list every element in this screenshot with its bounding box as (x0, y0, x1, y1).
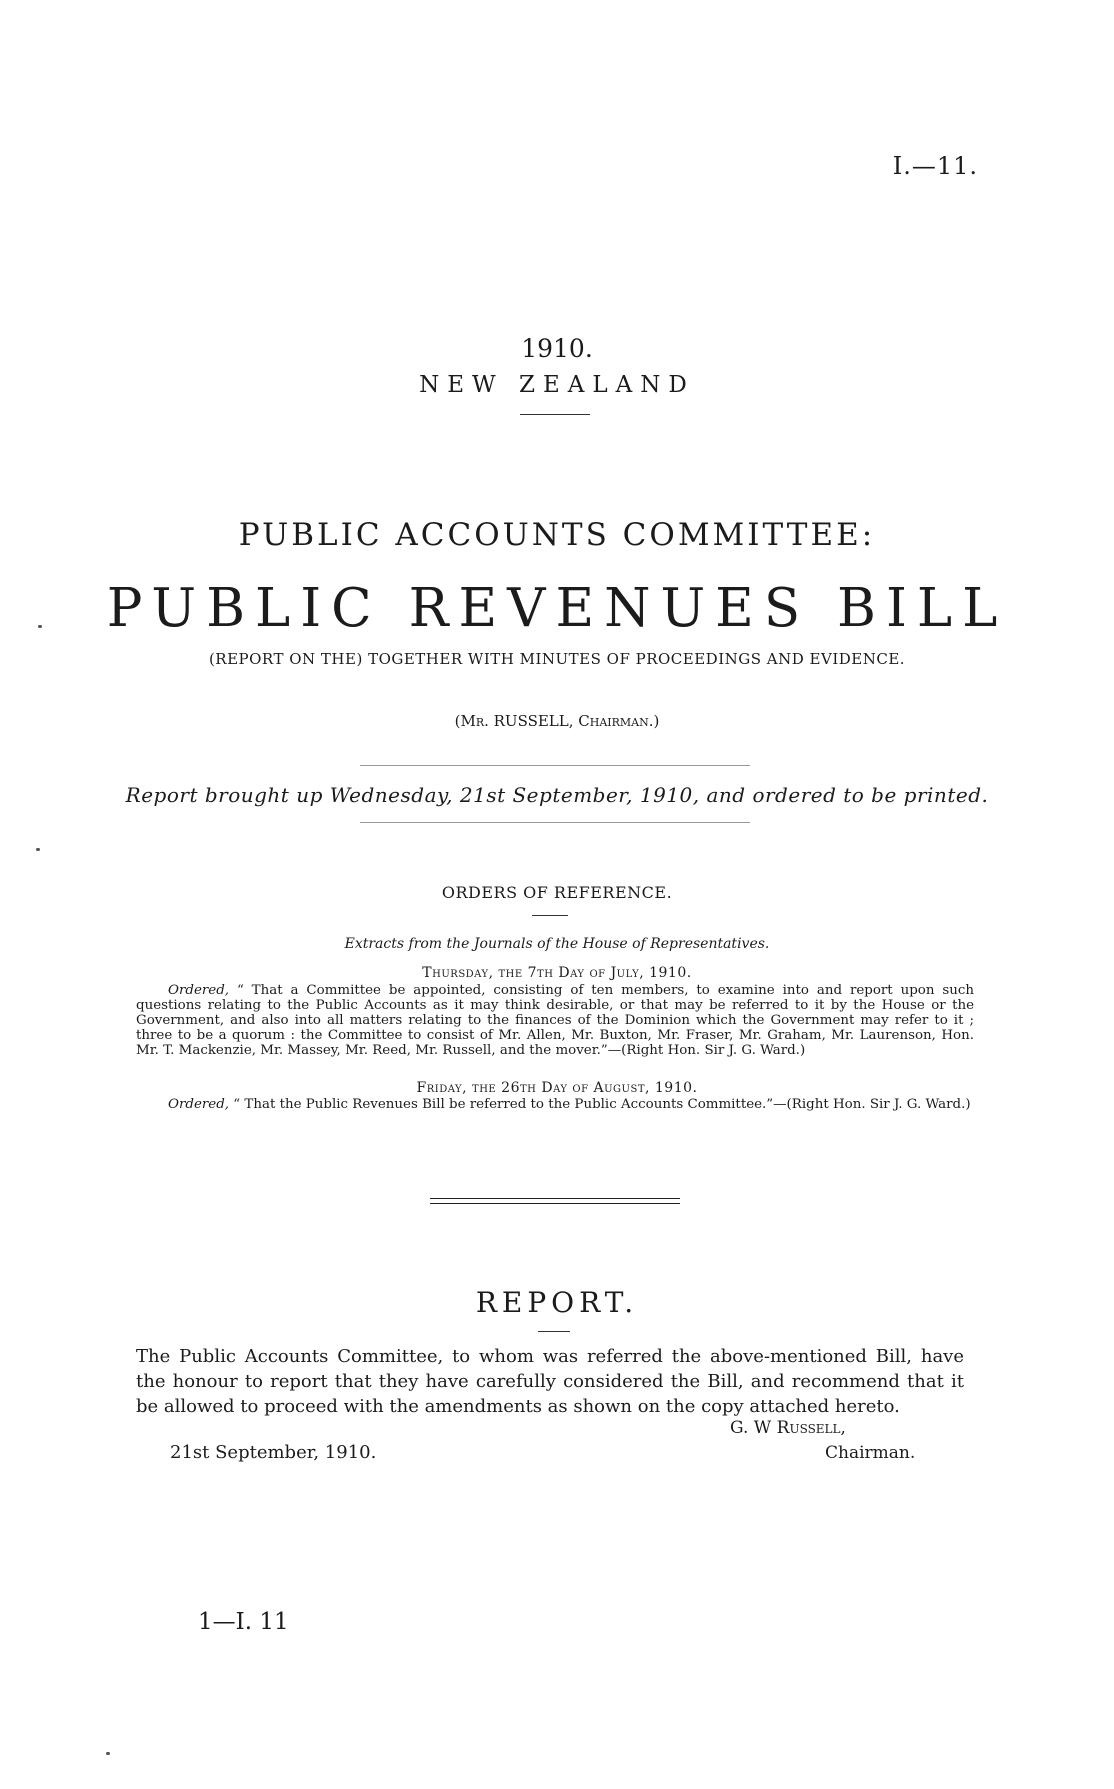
country-heading: NEW ZEALAND (419, 372, 695, 398)
signatory-title: Chairman. (825, 1443, 916, 1463)
chairman-line: (Mr. RUSSELL, Chairman.) (454, 712, 660, 730)
divider (532, 915, 568, 916)
order-paragraph (136, 1097, 974, 1112)
page-reference: I.—11. (892, 152, 978, 180)
scan-speck (38, 625, 42, 628)
order-paragraph (136, 983, 974, 1058)
bill-title: PUBLIC REVENUES BILL (106, 578, 1008, 639)
divider (520, 414, 590, 415)
year: 1910. (521, 334, 593, 363)
divider (538, 1331, 570, 1332)
signatory-name: G. W Russell, (730, 1418, 846, 1438)
order-lead: Ordered, (168, 983, 230, 998)
order-lead: Ordered, (168, 1097, 230, 1112)
extracts-line: Extracts from the Journals of the House of Representatives. (344, 936, 770, 952)
scan-speck (36, 848, 40, 851)
footer-reference: 1—I. 11 (198, 1609, 289, 1635)
committee-heading: PUBLIC ACCOUNTS COMMITTEE: (238, 517, 876, 553)
double-rule-top (430, 1198, 680, 1199)
report-body: The Public Accounts Committee, to whom was referred the above-mentioned Bill, have the honour to report that they have carefully considered the Bill, and recommend that it be allowed to proceed with the amendments as shown on the copy attached hereto. (136, 1346, 964, 1417)
divider (360, 765, 750, 766)
order-text: “ That the Public Revenues Bill be referred to the Public Accounts Committee.”—(Right Hon. Sir J. G. Ward.) (233, 1097, 971, 1112)
order-date: Thursday, the 7th Day of July, 1910. (422, 965, 692, 981)
orders-heading: ORDERS OF REFERENCE. (441, 883, 673, 902)
order-text: “ That a Committee be appointed, consisting of ten members, to examine into and report upon such questions relating to the Public Accounts as it may think desirable, or that may be referred to it by the House or the Government, and also into all matters relating to the finances of the Dominion which the Government may refer to it ; three to be a quorum : the Committee to consist of Mr. Allen, Mr. Buxton, Mr. Fraser, Mr. Graham, Mr. Laurenson, Hon. Mr. T. Mackenzie, Mr. Massey, Mr. Reed, Mr. Russell, and the mover.”—(Right Hon. Sir J. G. Ward.) (136, 983, 974, 1058)
divider (360, 822, 750, 823)
double-rule-bottom (430, 1203, 680, 1204)
report-heading: REPORT. (475, 1286, 639, 1319)
order-date: Friday, the 26th Day of August, 1910. (416, 1080, 698, 1096)
report-date: 21st September, 1910. (170, 1442, 377, 1463)
scan-speck (106, 1752, 110, 1755)
subtitle: (REPORT ON THE) TOGETHER WITH MINUTES OF PROCEEDINGS AND EVIDENCE. (208, 650, 906, 668)
report-brought-line: Report brought up Wednesday, 21st September, 1910, and ordered to be printed. (125, 783, 989, 807)
